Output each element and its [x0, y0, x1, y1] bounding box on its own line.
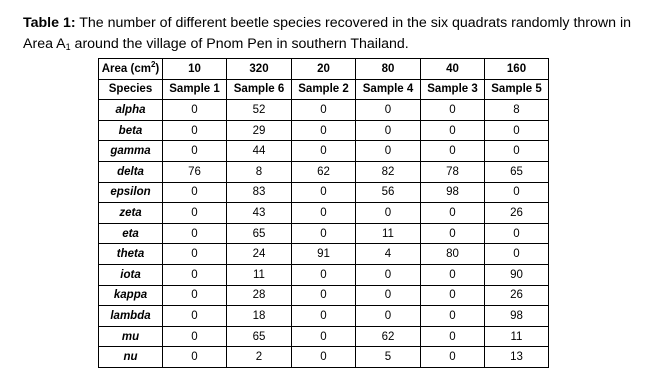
table-row — [99, 223, 549, 244]
count-cell: 0 — [485, 223, 549, 244]
count-cell: 8 — [227, 161, 292, 182]
count-cell: 11 — [356, 223, 421, 244]
count-cell: 0 — [292, 203, 356, 224]
count-cell: 0 — [163, 223, 227, 244]
count-cell: 26 — [485, 285, 549, 306]
count-cell: 0 — [421, 203, 485, 224]
count-cell: 0 — [163, 306, 227, 327]
count-cell: 11 — [485, 326, 549, 347]
count-cell: 65 — [485, 161, 549, 182]
count-cell: 0 — [292, 285, 356, 306]
species-name: nu — [99, 347, 163, 368]
count-cell: 83 — [227, 182, 292, 203]
count-cell: 0 — [421, 306, 485, 327]
count-cell: 0 — [356, 285, 421, 306]
count-cell: 0 — [356, 306, 421, 327]
count-cell: 0 — [421, 141, 485, 162]
count-cell: 0 — [163, 141, 227, 162]
area-label-close: ) — [155, 62, 160, 75]
count-cell: 0 — [485, 244, 549, 265]
count-cell: 56 — [356, 182, 421, 203]
count-cell: 0 — [163, 182, 227, 203]
count-cell: 13 — [485, 347, 549, 368]
species-name: delta — [99, 161, 163, 182]
count-cell: 8 — [485, 100, 549, 121]
table-row — [99, 182, 549, 203]
count-cell: 52 — [227, 100, 292, 121]
sample-header: Sample 3 — [421, 79, 485, 100]
count-cell: 4 — [356, 244, 421, 265]
count-cell: 0 — [163, 285, 227, 306]
count-cell: 28 — [227, 285, 292, 306]
count-cell: 0 — [163, 203, 227, 224]
count-cell: 24 — [227, 244, 292, 265]
sample-header: Sample 6 — [227, 79, 292, 100]
count-cell: 0 — [163, 326, 227, 347]
count-cell: 0 — [163, 264, 227, 285]
count-cell: 11 — [227, 264, 292, 285]
table-caption — [23, 13, 638, 55]
count-cell: 0 — [421, 347, 485, 368]
species-name: lambda — [99, 306, 163, 327]
species-name: kappa — [99, 285, 163, 306]
count-cell: 0 — [421, 223, 485, 244]
table-row — [99, 100, 549, 121]
table-body — [99, 59, 549, 368]
area-header-label — [99, 59, 163, 80]
count-cell: 0 — [356, 100, 421, 121]
count-cell: 0 — [421, 120, 485, 141]
count-cell: 98 — [485, 306, 549, 327]
count-cell: 26 — [485, 203, 549, 224]
species-name: alpha — [99, 100, 163, 121]
count-cell: 0 — [421, 285, 485, 306]
count-cell: 0 — [292, 141, 356, 162]
species-name: beta — [99, 120, 163, 141]
species-name: gamma — [99, 141, 163, 162]
count-cell: 91 — [292, 244, 356, 265]
count-cell: 62 — [356, 326, 421, 347]
count-cell: 65 — [227, 223, 292, 244]
count-cell: 5 — [356, 347, 421, 368]
count-cell: 0 — [421, 326, 485, 347]
count-cell: 78 — [421, 161, 485, 182]
count-cell: 0 — [485, 120, 549, 141]
count-cell: 29 — [227, 120, 292, 141]
count-cell: 76 — [163, 161, 227, 182]
species-name: eta — [99, 223, 163, 244]
table-row — [99, 347, 549, 368]
count-cell: 0 — [356, 203, 421, 224]
count-cell: 0 — [292, 100, 356, 121]
table-row — [99, 203, 549, 224]
count-cell: 0 — [356, 120, 421, 141]
table-row — [99, 244, 549, 265]
species-name: iota — [99, 264, 163, 285]
table-row — [99, 326, 549, 347]
sample-header: Sample 2 — [292, 79, 356, 100]
beetle-species-table — [98, 58, 549, 368]
count-cell: 0 — [292, 120, 356, 141]
count-cell: 62 — [292, 161, 356, 182]
area-label-sup: 2 — [150, 59, 156, 69]
count-cell: 0 — [485, 141, 549, 162]
count-cell: 2 — [227, 347, 292, 368]
count-cell: 80 — [421, 244, 485, 265]
table-row — [99, 306, 549, 327]
count-cell: 98 — [421, 182, 485, 203]
count-cell: 0 — [421, 100, 485, 121]
count-cell: 0 — [292, 326, 356, 347]
sample-header: Sample 4 — [356, 79, 421, 100]
caption-label: Table 1: — [23, 15, 76, 31]
table-row — [99, 141, 549, 162]
count-cell: 0 — [292, 347, 356, 368]
count-cell: 82 — [356, 161, 421, 182]
sample-header: Sample 1 — [163, 79, 227, 100]
caption-subscript: 1 — [65, 42, 71, 52]
table-row — [99, 120, 549, 141]
caption-text-end: around the village of Pnom Pen in southern Thailand. — [70, 36, 409, 52]
area-value: 80 — [356, 59, 421, 80]
count-cell: 90 — [485, 264, 549, 285]
sample-header-row — [99, 79, 549, 100]
count-cell: 0 — [485, 182, 549, 203]
count-cell: 0 — [163, 347, 227, 368]
count-cell: 0 — [356, 141, 421, 162]
count-cell: 0 — [356, 264, 421, 285]
area-value: 20 — [292, 59, 356, 80]
species-header-label: Species — [99, 79, 163, 100]
sample-header: Sample 5 — [485, 79, 549, 100]
count-cell: 0 — [163, 244, 227, 265]
table-row — [99, 264, 549, 285]
area-header-row — [99, 59, 549, 80]
area-value: 10 — [163, 59, 227, 80]
count-cell: 44 — [227, 141, 292, 162]
table-row — [99, 285, 549, 306]
caption-text: The number of different beetle species recovered in the six quadrats randomly thrown in Area A — [23, 15, 632, 52]
count-cell: 0 — [292, 264, 356, 285]
count-cell: 0 — [163, 100, 227, 121]
count-cell: 65 — [227, 326, 292, 347]
species-name: epsilon — [99, 182, 163, 203]
area-label-text: Area (cm — [101, 62, 151, 75]
count-cell: 43 — [227, 203, 292, 224]
table-row — [99, 161, 549, 182]
count-cell: 18 — [227, 306, 292, 327]
species-name: zeta — [99, 203, 163, 224]
species-name: theta — [99, 244, 163, 265]
area-value: 160 — [485, 59, 549, 80]
area-value: 40 — [421, 59, 485, 80]
count-cell: 0 — [292, 182, 356, 203]
count-cell: 0 — [292, 306, 356, 327]
area-value: 320 — [227, 59, 292, 80]
species-name: mu — [99, 326, 163, 347]
count-cell: 0 — [421, 264, 485, 285]
count-cell: 0 — [163, 120, 227, 141]
count-cell: 0 — [292, 223, 356, 244]
